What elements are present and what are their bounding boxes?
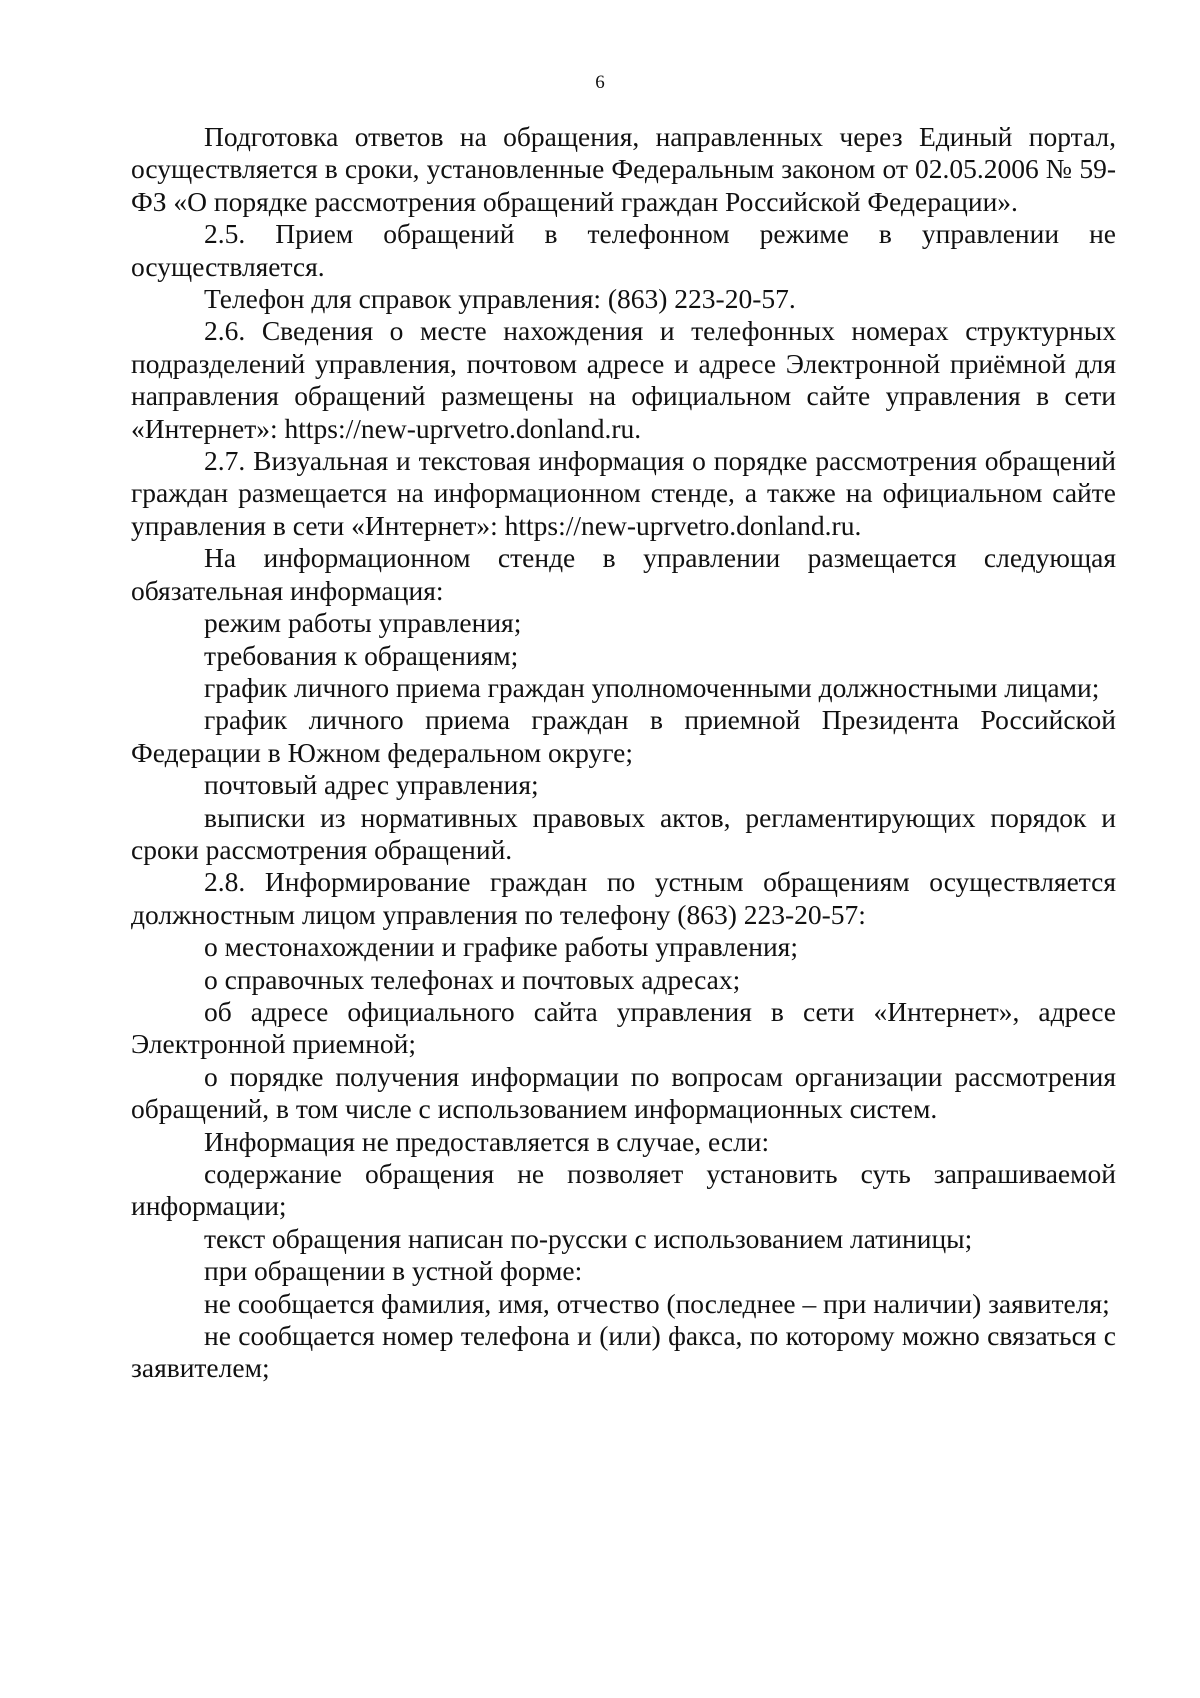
paragraph: 2.5. Прием обращений в телефонном режиме в управлении не осуществляется.: [131, 218, 1116, 282]
list-item: не сообщается номер телефона и (или) факса, по которому можно связаться с заявителем;: [131, 1320, 1116, 1384]
list-item: график личного приема граждан в приемной Президента Российской Федерации в Южном федеральном округе;: [131, 704, 1116, 768]
list-item: при обращении в устной форме:: [204, 1255, 583, 1287]
paragraph: На информационном стенде в управлении размещается следующая обязательная информация:: [131, 542, 1116, 606]
paragraph: 2.6. Сведения о месте нахождения и телефонных номерах структурных подразделений управления, почтовом адресе и адресе Электронной приёмной для направления обращений размещены на официальном сайте управления в сети «Интернет»: https://new-uprvetro.donland.ru.: [131, 315, 1116, 444]
list-item: требования к обращениям;: [204, 639, 519, 671]
paragraph: Подготовка ответов на обращения, направленных через Единый портал, осуществляется в сроки, установленные Федеральным законом от 02.05.2006 № 59-ФЗ «О порядке рассмотрения обращений граждан Российской Федерации».: [131, 121, 1116, 217]
list-item: не сообщается фамилия, имя, отчество (последнее – при наличии) заявителя;: [204, 1287, 1110, 1319]
paragraph: 2.7. Визуальная и текстовая информация о порядке рассмотрения обращений граждан размещается на информационном стенде, а также на официальном сайте управления в сети «Интернет»: https://new-uprvetro.donland.ru.: [131, 445, 1116, 541]
list-item: содержание обращения не позволяет установить суть запрашиваемой информации;: [131, 1158, 1116, 1222]
list-item: об адресе официального сайта управления в сети «Интернет», адресе Электронной приемной;: [131, 995, 1116, 1060]
list-item: о местонахождении и графике работы управления;: [204, 931, 798, 963]
document-body: [131, 121, 1116, 1385]
list-item: о порядке получения информации по вопросам организации рассмотрения обращений, в том числе с использованием информационных систем.: [131, 1060, 1116, 1125]
paragraph: Телефон для справок управления: (863) 223-20-57.: [204, 283, 796, 315]
list-item: о справочных телефонах и почтовых адресах;: [204, 963, 741, 995]
list-item: выписки из нормативных правовых актов, регламентирующих порядок и сроки рассмотрения обращений.: [131, 801, 1116, 865]
list-item: почтовый адрес управления;: [204, 769, 539, 801]
list-item: режим работы управления;: [204, 607, 522, 639]
paragraph: 2.8. Информирование граждан по устным обращениям осуществляется должностным лицом управления по телефону (863) 223-20-57:: [131, 866, 1116, 930]
page-number: 6: [595, 72, 605, 93]
list-item: график личного приема граждан уполномоченными должностными лицами;: [204, 671, 1100, 703]
list-item: текст обращения написан по-русски с использованием латиницы;: [204, 1222, 973, 1254]
paragraph: Информация не предоставляется в случае, если:: [204, 1125, 770, 1157]
